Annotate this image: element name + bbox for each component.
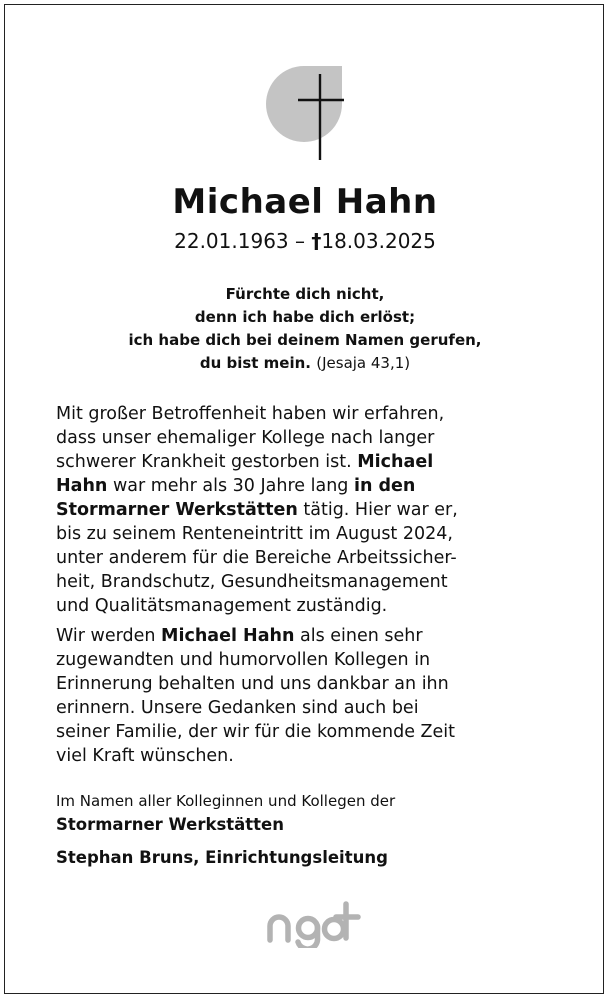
text-line: als einen sehr: [294, 626, 423, 646]
signature-person: Stephan Bruns, Einrichtungsleitung: [56, 848, 388, 867]
death-date: 18.03.2025: [321, 229, 436, 253]
deceased-name: Michael Hahn: [172, 182, 438, 222]
paragraph-1: [56, 402, 556, 618]
verse-line: ich habe dich bei deinem Namen gerufen,: [128, 331, 482, 349]
text-line: schwerer Krankheit gestorben ist.: [56, 452, 358, 472]
ngd-logo: [262, 898, 362, 948]
text-line: Erinnerung behalten und uns dankbar an ihn: [56, 674, 449, 694]
verse-last-line: du bist mein.: [199, 354, 312, 372]
birth-date: 22.01.1963: [174, 229, 289, 253]
text-line: viel Kraft wünschen.: [56, 746, 234, 766]
text-line: dass unser ehemaliger Kollege nach langer: [56, 428, 435, 448]
death-cross-icon: †: [311, 229, 322, 253]
text-line: zugewandten und humorvollen Kollegen in: [56, 650, 431, 670]
bold-organization: Stormarner Werkstätten: [56, 500, 298, 520]
verse-line: denn ich habe dich erlöst;: [194, 308, 416, 326]
date-dash: –: [295, 229, 305, 253]
verse-reference: (Jesaja 43,1): [316, 354, 411, 372]
verse-line: Fürchte dich nicht,: [225, 285, 385, 303]
cross-with-drop-icon: [262, 64, 352, 164]
text-line: war mehr als 30 Jahre lang: [107, 476, 354, 496]
paragraph-2: [56, 624, 556, 768]
text-line: tätig. Hier war er,: [297, 500, 458, 520]
signature-intro: Im Namen aller Kolleginnen und Kollegen der: [56, 792, 396, 810]
text-line: unter anderem für die Bereiche Arbeitssicher-: [56, 548, 457, 568]
text-line: heit, Brandschutz, Gesundheitsmanagement: [56, 572, 448, 592]
bold-name: Hahn: [56, 476, 108, 496]
bible-verse: [0, 283, 610, 375]
text-line: erinnern. Unsere Gedanken sind auch bei: [56, 698, 419, 718]
text-line: seiner Familie, der wir für die kommende Zeit: [56, 722, 456, 742]
bold-name: Michael: [357, 452, 434, 472]
signature-organization: Stormarner Werkstätten: [56, 815, 284, 834]
text-line: Mit großer Betroffenheit haben wir erfahren,: [56, 404, 445, 424]
verse-line: [0, 352, 610, 375]
text-line: bis zu seinem Renteneintritt im August 2024,: [56, 524, 453, 544]
text-line: und Qualitätsmanagement zuständig.: [56, 596, 388, 616]
bold-text: in den: [353, 476, 416, 496]
life-dates: [0, 229, 610, 253]
text-line: Wir werden: [56, 626, 162, 646]
bold-name: Michael Hahn: [161, 626, 295, 646]
